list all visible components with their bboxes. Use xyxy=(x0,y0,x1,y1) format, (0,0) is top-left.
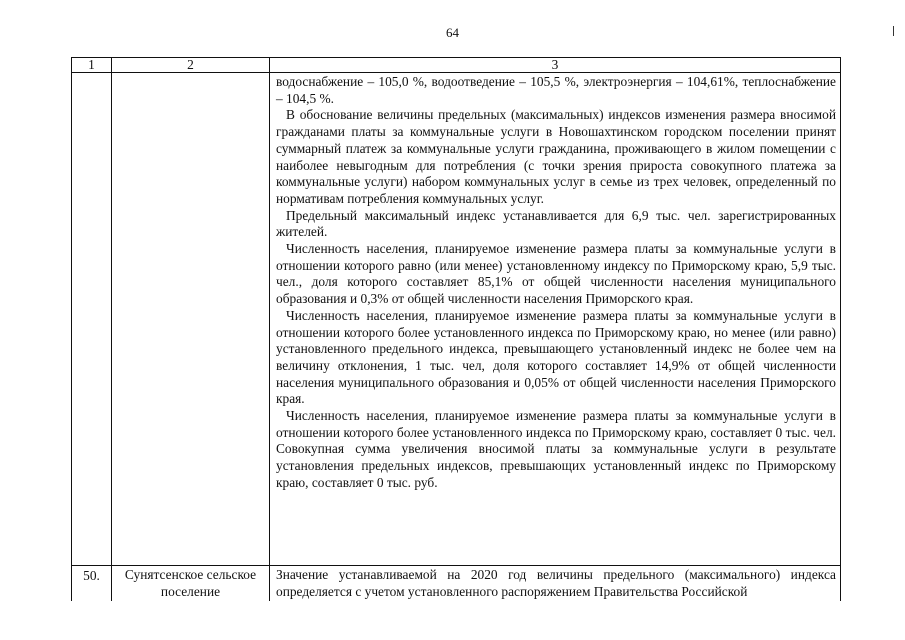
row-number xyxy=(72,73,112,566)
paragraph: Численность населения, планируемое изменение размера платы за коммунальные услуги в отношении которого равно (или менее) установленному индексу по Приморскому краю, 5,9 тыс. чел., доля которого составляет 85,1% от общей численности населения муниципального образования и 0,3% от общей численности населения Приморского края. xyxy=(276,241,836,307)
table-header-row xyxy=(72,58,841,73)
header-col-3: 3 xyxy=(270,58,841,73)
header-col-2: 2 xyxy=(112,58,270,73)
edge-mark xyxy=(893,26,894,36)
municipality-name: Сунятсенское сельское поселение xyxy=(112,566,270,602)
paragraph: Предельный максимальный индекс устанавливается для 6,9 тыс. чел. зарегистрированных жителей. xyxy=(276,207,836,240)
page-number: 64 xyxy=(446,25,459,40)
paragraph: В обоснование величины предельных (максимальных) индексов изменения размера вносимой гражданами платы за коммунальные услуги в Новошахтинском городском поселении принят суммарный платеж за коммунальные услуги гражданина, проживающего в жилом помещении с наиболее невыгодным для потребления (с точки зрения прироста совокупного платежа за коммунальные услуги) набором коммунальных услуг в семье из трех человек, определенный по нормативам потребления коммунальных услуг. xyxy=(276,107,836,206)
header-col-1: 1 xyxy=(72,58,112,73)
row-number: 50. xyxy=(72,566,112,602)
paragraph: Численность населения, планируемое изменение размера платы за коммунальные услуги в отношении которого более установленного индекса по Приморскому краю, составляет 0 тыс. чел. Совокупная сумма увеличения вносимой платы за коммунальные услуги в результате установления предельных индексов, превышающих установленный индекс по Приморскому краю, составляет 0 тыс. руб. xyxy=(276,408,836,490)
paragraph: Численность населения, планируемое изменение размера платы за коммунальные услуги в отношении которого более установленного индекса по Приморскому краю, но менее (или равно) установленного предельного индекса, превышающего установленный индекс не более чем на величину отклонения, 1 тыс. чел, доля которого составляет 14,9% от общей численности населения муниципального образования и 0,05% от общей численности населения Приморского края. xyxy=(276,307,836,407)
document-table xyxy=(71,57,841,601)
description-cell xyxy=(270,73,841,566)
municipality-name xyxy=(112,73,270,566)
table-row xyxy=(72,566,841,602)
paragraph: Значение устанавливаемой на 2020 год величины предельного (максимального) индекса определяется с учетом установленного распоряжением Правительства Российской xyxy=(276,567,836,599)
description-cell xyxy=(270,566,841,602)
paragraph: водоснабжение – 105,0 %, водоотведение – 105,5 %, электроэнергия – 104,61%, теплоснабжение – 104,5 %. xyxy=(276,74,836,106)
table-row xyxy=(72,73,841,566)
